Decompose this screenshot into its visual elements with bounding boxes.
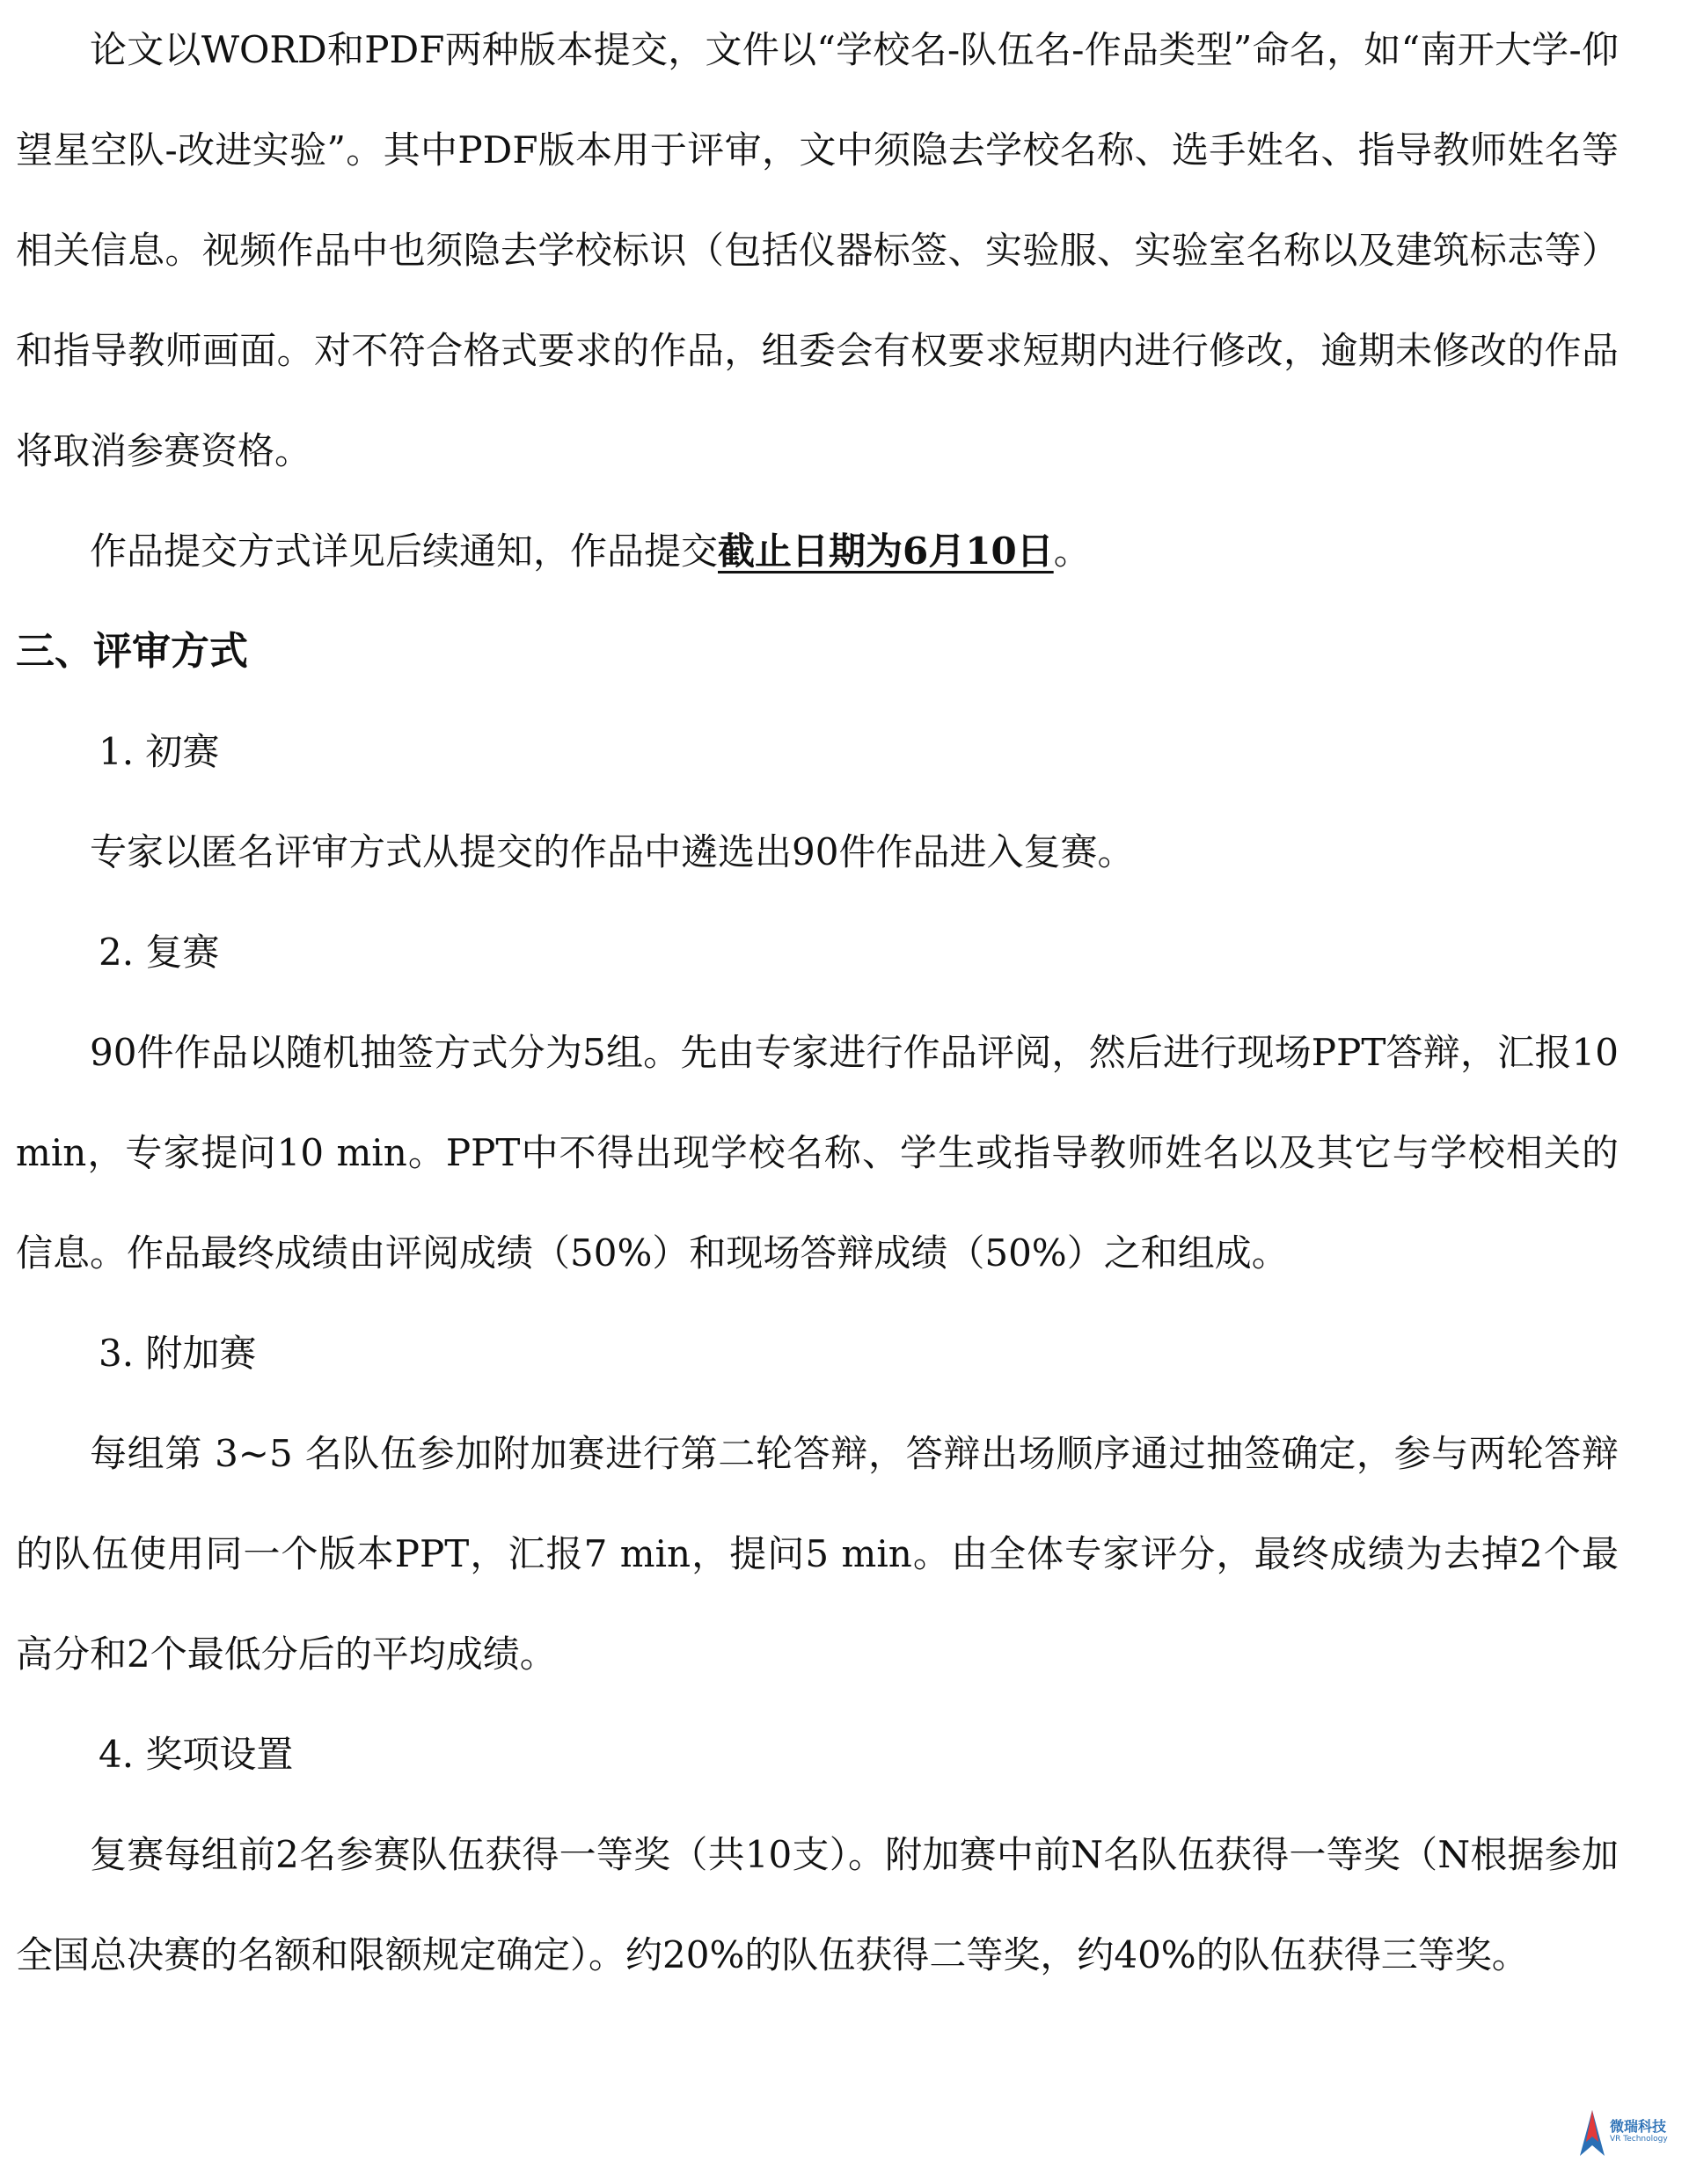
- item-text-semifinal: 90件作品以随机抽签方式分为5组。先由专家进行作品评阅，然后进行现场PPT答辩，汇报10 min，专家提问10 min。PPT中不得出现学校名称、学生或指导教师姓名以及其它与学校相关的信息。作品最终成绩由评阅成绩（50%）和现场答辩成绩（50%）之和组成。: [16, 1031, 1619, 1275]
- logo-subtitle: VR Technology: [1610, 2135, 1668, 2144]
- item-title-semifinal: 2. 复赛: [99, 931, 220, 974]
- deadline-emphasis: 截止日期为6月10日: [718, 530, 1054, 573]
- deadline-prefix: 作品提交方式详见后续通知，作品提交: [90, 530, 719, 573]
- logo-icon: [1575, 2107, 1610, 2159]
- document-page: [16, 0, 1619, 2005]
- item-text-awards: 复赛每组前2名参赛队伍获得一等奖（共10支）。附加赛中前N名队伍获得一等奖（N根据参加全国总决赛的名额和限额规定确定）。约20%的队伍获得二等奖，约40%的队伍获得三等奖。: [16, 1833, 1619, 1976]
- item-text-preliminary: 专家以匿名评审方式从提交的作品中遴选出90件作品进入复赛。: [90, 830, 1135, 873]
- item-title-awards: 4. 奖项设置: [99, 1733, 294, 1776]
- section-heading-review: 三、评审方式: [16, 629, 248, 674]
- paragraph-deadline: [16, 501, 1619, 602]
- item-title-extra-round: 3. 附加赛: [99, 1332, 257, 1375]
- paragraph-submission-format: 论文以WORD和PDF两种版本提交，文件以“学校名-队伍名-作品类型”命名，如“南开大学-仰望星空队-改进实验”。其中PDF版本用于评审，文中须隐去学校名称、选手姓名、指导教师姓名等相关信息。视频作品中也须隐去学校标识（包括仪器标签、实验服、实验室名称以及建筑标志等）和指导教师画面。对不符合格式要求的作品，组委会有权要求短期内进行修改，逾期未修改的作品将取消参赛资格。: [16, 28, 1619, 472]
- item-title-preliminary: 1. 初赛: [99, 730, 220, 773]
- watermark-logo: [1575, 2107, 1680, 2173]
- logo-name: 微瑞科技: [1610, 2118, 1667, 2135]
- item-text-extra-round: 每组第 3~5 名队伍参加附加赛进行第二轮答辩，答辩出场顺序通过抽签确定，参与两轮答辩的队伍使用同一个版本PPT，汇报7 min，提问5 min。由全体专家评分，最终成绩为去掉2个最高分和2个最低分后的平均成绩。: [16, 1432, 1619, 1676]
- deadline-suffix: 。: [1053, 530, 1091, 573]
